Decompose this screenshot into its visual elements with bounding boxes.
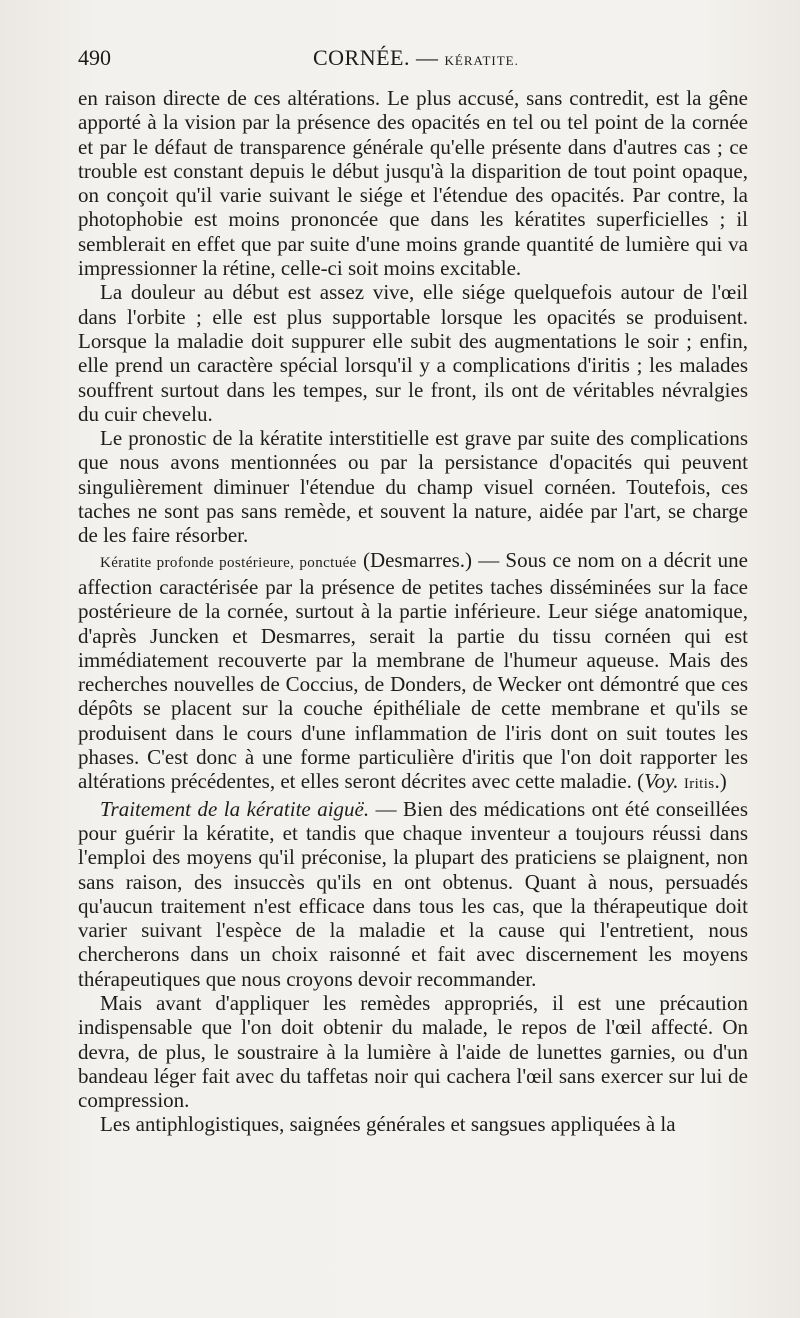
paragraph-douleur: La douleur au début est assez vive, elle siége quelquefois autour de l'œil dans l'orbite ; elle est plus supportable lorsque les opacités se produisent. Lorsque la maladie doit suppurer elle subit des augmentations le soir ; enfin, elle prend un caractère spécial lorsqu'il y a complications d'iritis ; les malades souffrent surtout dans les tempes, sur le front, ils ont de véritables névralgies du cuir chevelu.: [78, 280, 748, 426]
paragraph-pronostic: Le pronostic de la kératite interstitielle est grave par suite des complications que nous avons mentionnées ou par la persistance d'opacités qui peuvent singulièrement diminuer l'étendue du champ visuel cornéen. Toutefois, ces taches ne sont pas sans remède, et souvent la nature, aidée par l'art, se charge de les faire résorber.: [78, 426, 748, 548]
page-number: 490: [78, 45, 111, 70]
paragraph-keratite-profonde: [78, 548, 748, 797]
cross-reference-iritis: Iritis: [683, 776, 715, 793]
paragraph-continuation: en raison directe de ces altérations. Le plus accusé, sans contredit, est la gêne apporté à la vision par la présence des opacités en tel ou tel point de la cornée et par le défaut de transparence générale qu'elle présente dans d'autres cas ; ce trouble est constant depuis le début jusqu'à la disparition de tout point opaque, on conçoit qu'il varie suivant le siége et l'étendue des opacités. Par contre, la photophobie est moins prononcée que dans les kératites superficielles ; il semblerait en effet que par suite d'une moins grande quantité de lumière qui va impressionner la rétine, celle-ci soit moins excitable.: [78, 86, 748, 281]
paragraph-text-end: .): [714, 769, 727, 794]
paragraph-antiphlogistiques: Les antiphlogistiques, saignées générales et sangsues appliquées à la: [100, 1112, 676, 1137]
paragraph-text: — Bien des médications ont été conseillées pour guérir la kératite, et tandis que chaque inventeur a toujours réussi dans l'emploi des moyens qu'il préconise, la plupart des praticiens se plaignent, non sans raison, des insuccès qu'ils en ont obtenus. Quant à nous, persuadés qu'aucun traitement n'est efficace dans tous les cas, que la thérapeutique doit varier suivant l'espèce de la maladie et la cause qui l'entretient, nous chercherons dans un choix raisonné et fait avec discernement les moyens thérapeutiques que nous croyons devoir recommander.: [78, 796, 749, 991]
running-title: [313, 45, 519, 71]
section-heading-keratite-profonde: Kératite profonde postérieure, ponctuée: [100, 554, 357, 571]
running-title-main: CORNÉE. —: [313, 45, 439, 70]
paragraph-text: (Desmarres.) — Sous ce nom on a décrit une affection caractérisée par la présence de petites taches disséminées sur la face postérieure de la cornée, surtout à la partie inférieure. Leur siége anatomique, d'après Juncken et Desmarres, serait la partie du tissu cornéen qui est immédiatement recouverte par la membrane de l'humeur aqueuse. Mais des recherches nouvelles de Coccius, de Donders, de Wecker ont démontré que ces dépôts se placent sur la couche épithéliale de cette membrane et qu'ils se produisent dans le cours d'une inflammation de l'iris dont on suit toutes les phases. C'est donc à une forme particulière d'iritis que l'on doit rapporter les altérations précédentes, et elles seront décrites avec cette maladie. (: [78, 547, 748, 794]
page-header: [78, 45, 748, 79]
page-body: [78, 86, 748, 1137]
running-title-subject: KÉRATITE.: [444, 53, 519, 68]
paragraph-precaution: Mais avant d'appliquer les remèdes appropriés, il est une précaution indispensable que l'on doit obtenir du malade, le repos de l'œil affecté. On devra, de plus, le soustraire à la lumière à l'aide de lunettes garnies, ou d'un bandeau léger fait avec du taffetas noir qui cachera l'œil sans exercer sur lui de compression.: [78, 990, 748, 1113]
cross-reference-voy: Voy.: [644, 769, 679, 794]
paragraph-traitement: [78, 797, 748, 991]
section-heading-traitement: Traitement de la kératite aiguë.: [100, 796, 370, 821]
